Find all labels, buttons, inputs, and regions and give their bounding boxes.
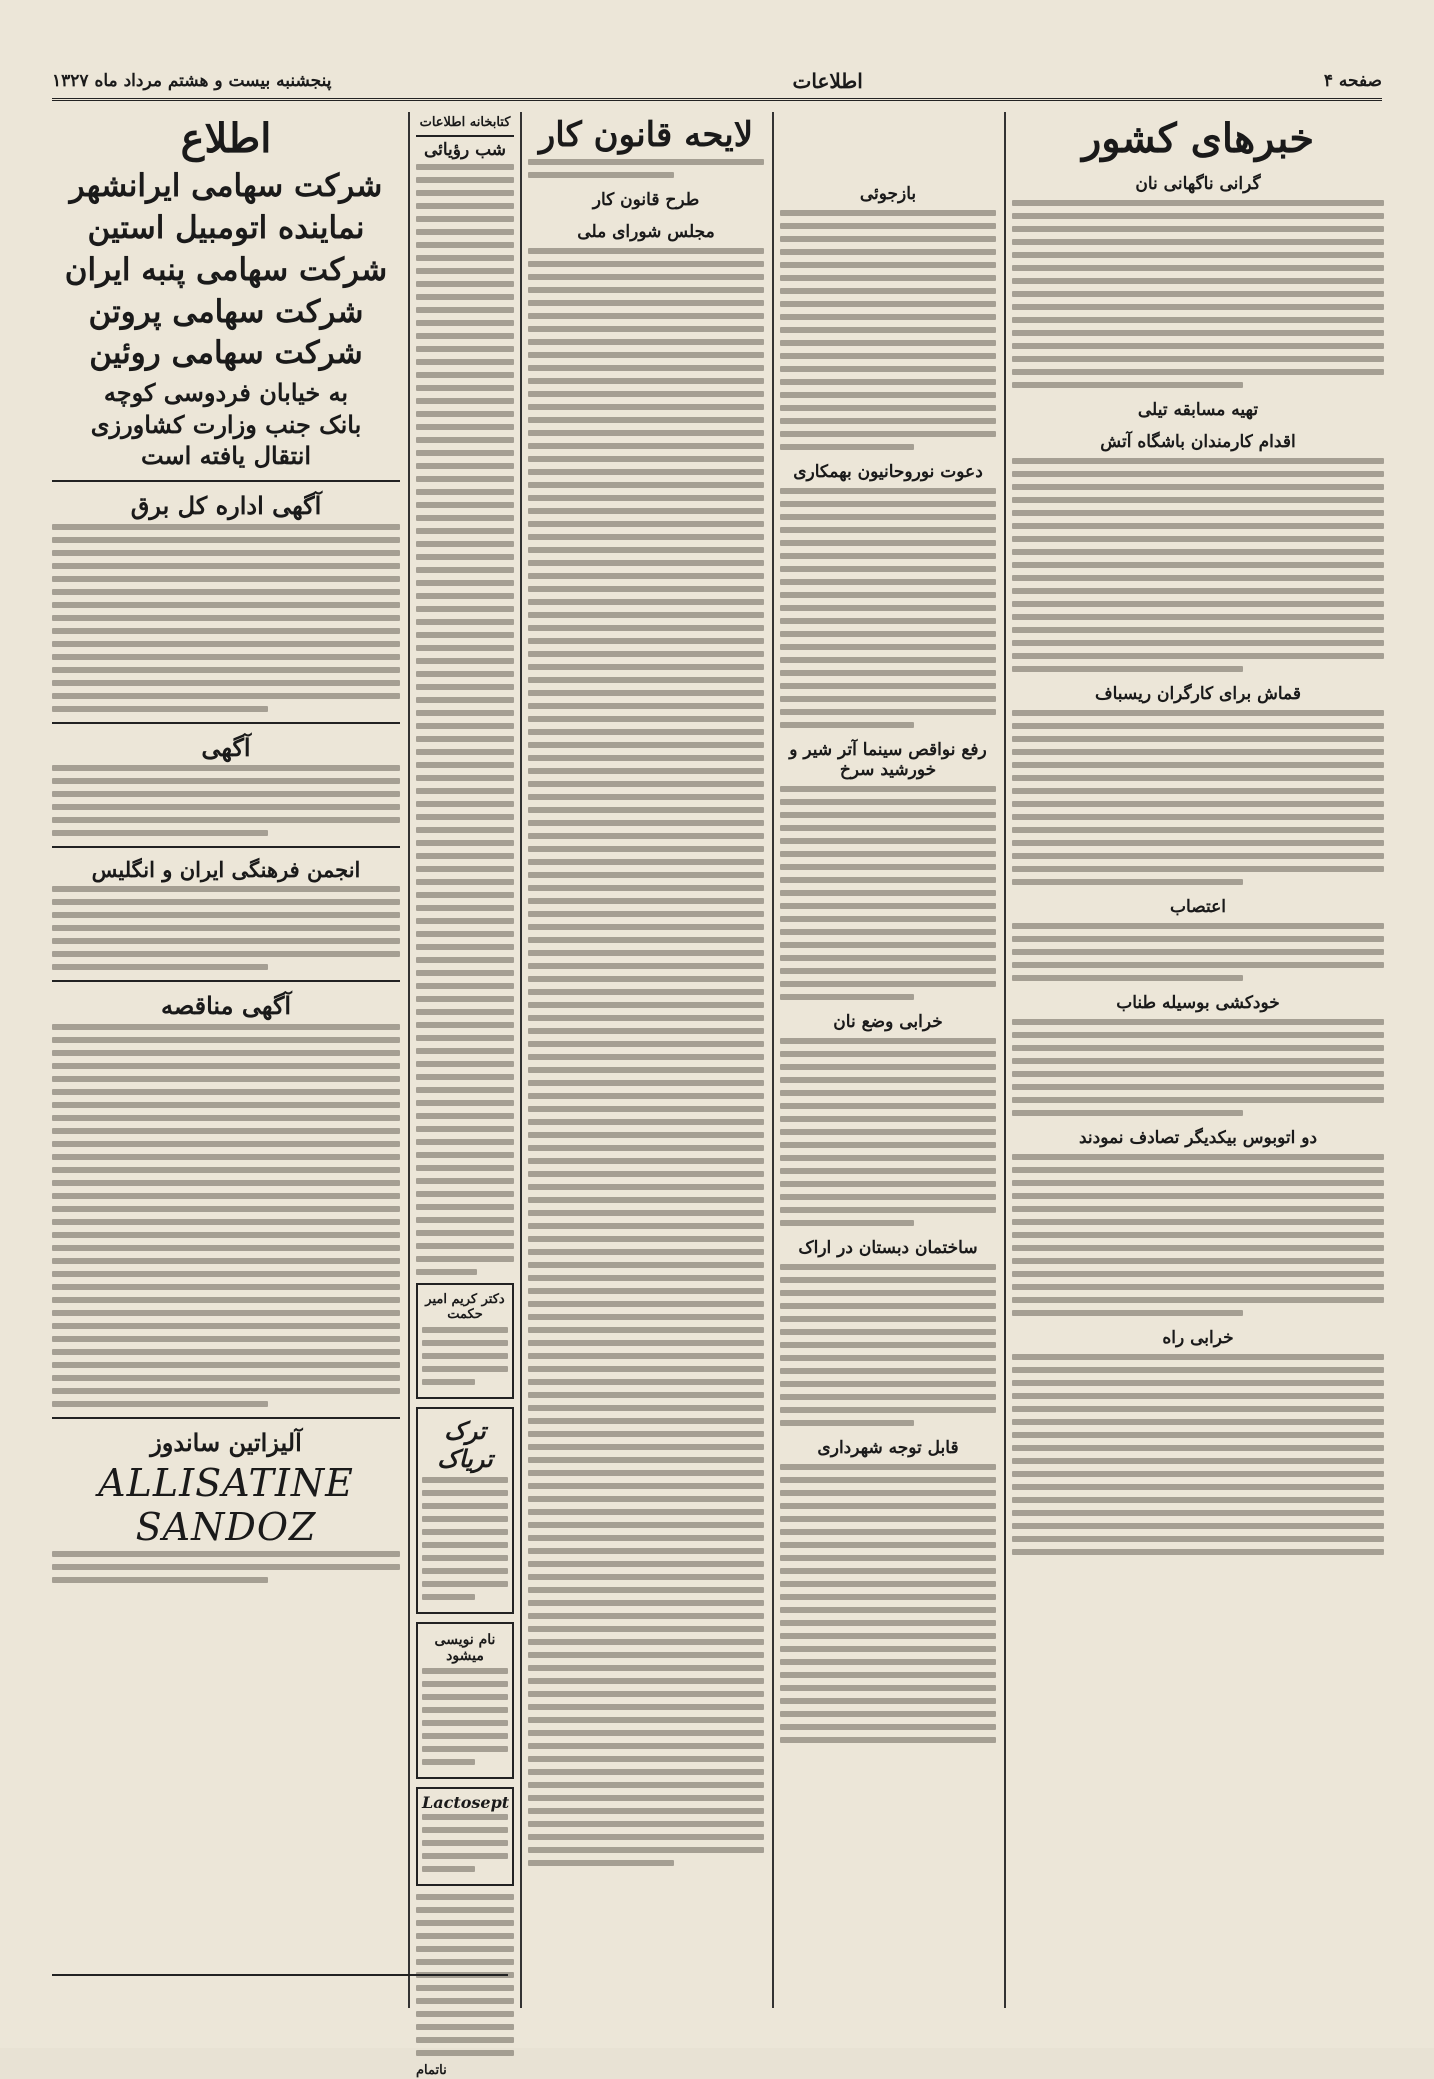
news-heading: گرانی ناگهانی نان [1135,174,1261,194]
news-heading: دعوت نوروحانیون بهمکاری [793,462,983,482]
body-text [422,1814,508,1872]
body-text [422,1327,508,1385]
news-heading: خرابی راه [1162,1328,1234,1348]
body-text [780,488,996,728]
news-heading: قماش برای کارگران ریسباف [1095,684,1301,704]
new-address-line: بانک جنب وزارت کشاورزی [90,409,362,439]
body-text [528,248,764,1866]
paper-name: اطلاعات [792,69,863,93]
masthead [52,64,1382,101]
divider [52,846,400,848]
cultural-society-title: انجمن فرهنگی ایران و انگلیس [91,857,361,883]
body-text [780,786,996,1000]
column-news-2 [780,112,996,2008]
registration-ad-title: نام نویسی میشود [434,1631,496,1664]
company-name: شرکت سهامی ایرانشهر [69,168,383,204]
body-text [780,210,996,450]
sandoz-ad-title: آلیزاتین ساندوز [150,1427,302,1457]
tutoring-notice-title: آگهی [201,732,251,762]
library-header: کتابخانه اطلاعات [416,116,514,137]
company-name: نماینده اتومبیل استین [87,209,365,246]
column-national-news [1012,112,1384,2008]
doctor-notice [416,1283,514,1399]
subheading-labor-law-draft: طرح قانون کار [592,190,700,211]
body-text [422,1477,508,1600]
column-rule [772,112,774,2008]
column-rule [408,112,410,2008]
company-name: شرکت سهامی پنبه ایران [64,251,388,288]
sandoz-ad-brand: ALLISATINE SANDOZ [98,1460,354,1549]
news-heading: تهیه مسابقه تیلی [1137,400,1259,420]
page-number: صفحه ۴ [1323,71,1382,91]
headline-labor-law: لایحه قانون کار [538,115,754,155]
lactosept-brand: Lactosept [422,1792,510,1812]
divider [52,722,400,724]
notice-title: اطلاع [180,115,272,162]
new-address-line: انتقال یافته است [140,441,312,471]
news-heading: خودکشی بوسیله طناب [1116,993,1280,1013]
headline-national-news: خبرهای کشور [1081,115,1315,162]
body-text [780,1264,996,1426]
body-text [52,886,400,970]
body-text [422,1668,508,1765]
body-text [52,765,400,836]
tender-notice-title: آگهی مناقصه [160,991,292,1021]
new-address-line: به خیابان فردوسی کوچه [103,378,349,408]
company-name: شرکت سهامی پروتن [88,293,364,330]
doctor-notice-title: دکتر کریم امیر حکمت [425,1292,505,1323]
body-text [1012,923,1384,981]
divider [52,480,400,482]
body-text [780,1038,996,1226]
electric-dept-notice-title: آگهی اداره کل برق [130,491,322,520]
body-text [1012,1354,1384,1555]
news-heading: رفع نواقص سینما آتر شیر و خورشید سرخ [789,740,987,780]
body-text [1012,458,1384,672]
news-heading: خرابی وضع نان [833,1012,943,1032]
body-text [1012,1154,1384,1316]
registration-ad [416,1622,514,1779]
footer-rule [52,1974,508,2004]
body-text [416,164,514,1275]
issue-date: پنجشنبه بیست و هشتم مرداد ماه ۱۳۲۷ [52,71,332,91]
body-text [1012,200,1384,388]
company-name: شرکت سهامی روئین [89,335,363,372]
body-text [52,1551,400,1583]
body-text [1012,1019,1384,1116]
opium-ad-title: ترک تریاک [437,1416,493,1473]
divider [52,980,400,982]
news-heading: ساختمان دبستان در اراک [798,1238,978,1258]
body-text [528,159,764,178]
opium-ad [416,1407,514,1613]
continued-marker: ناتمام [416,2062,447,2078]
news-heading: اعتصاب [1170,897,1226,917]
body-text [780,1464,996,1743]
news-heading: اقدام کارمندان باشگاه آتش [1100,432,1296,452]
body-text [1012,710,1384,885]
news-heading: بازجوئی [859,184,917,204]
subheading-parliament: مجلس شورای ملی [577,222,715,243]
body-text [52,524,400,712]
lactosept-ad [416,1787,514,1886]
news-heading: قابل توجه شهرداری [817,1438,959,1458]
column-labor-law [528,112,764,2008]
serial-title: شب رؤیائی [423,139,507,160]
news-heading: دو اتوبوس بیکدیگر تصادف نمودند [1078,1128,1318,1148]
body-text [52,1024,400,1407]
column-notices [52,112,400,2008]
column-rule [1004,112,1006,2008]
column-rule [520,112,522,2008]
column-library [416,112,514,2078]
divider [52,1417,400,1419]
